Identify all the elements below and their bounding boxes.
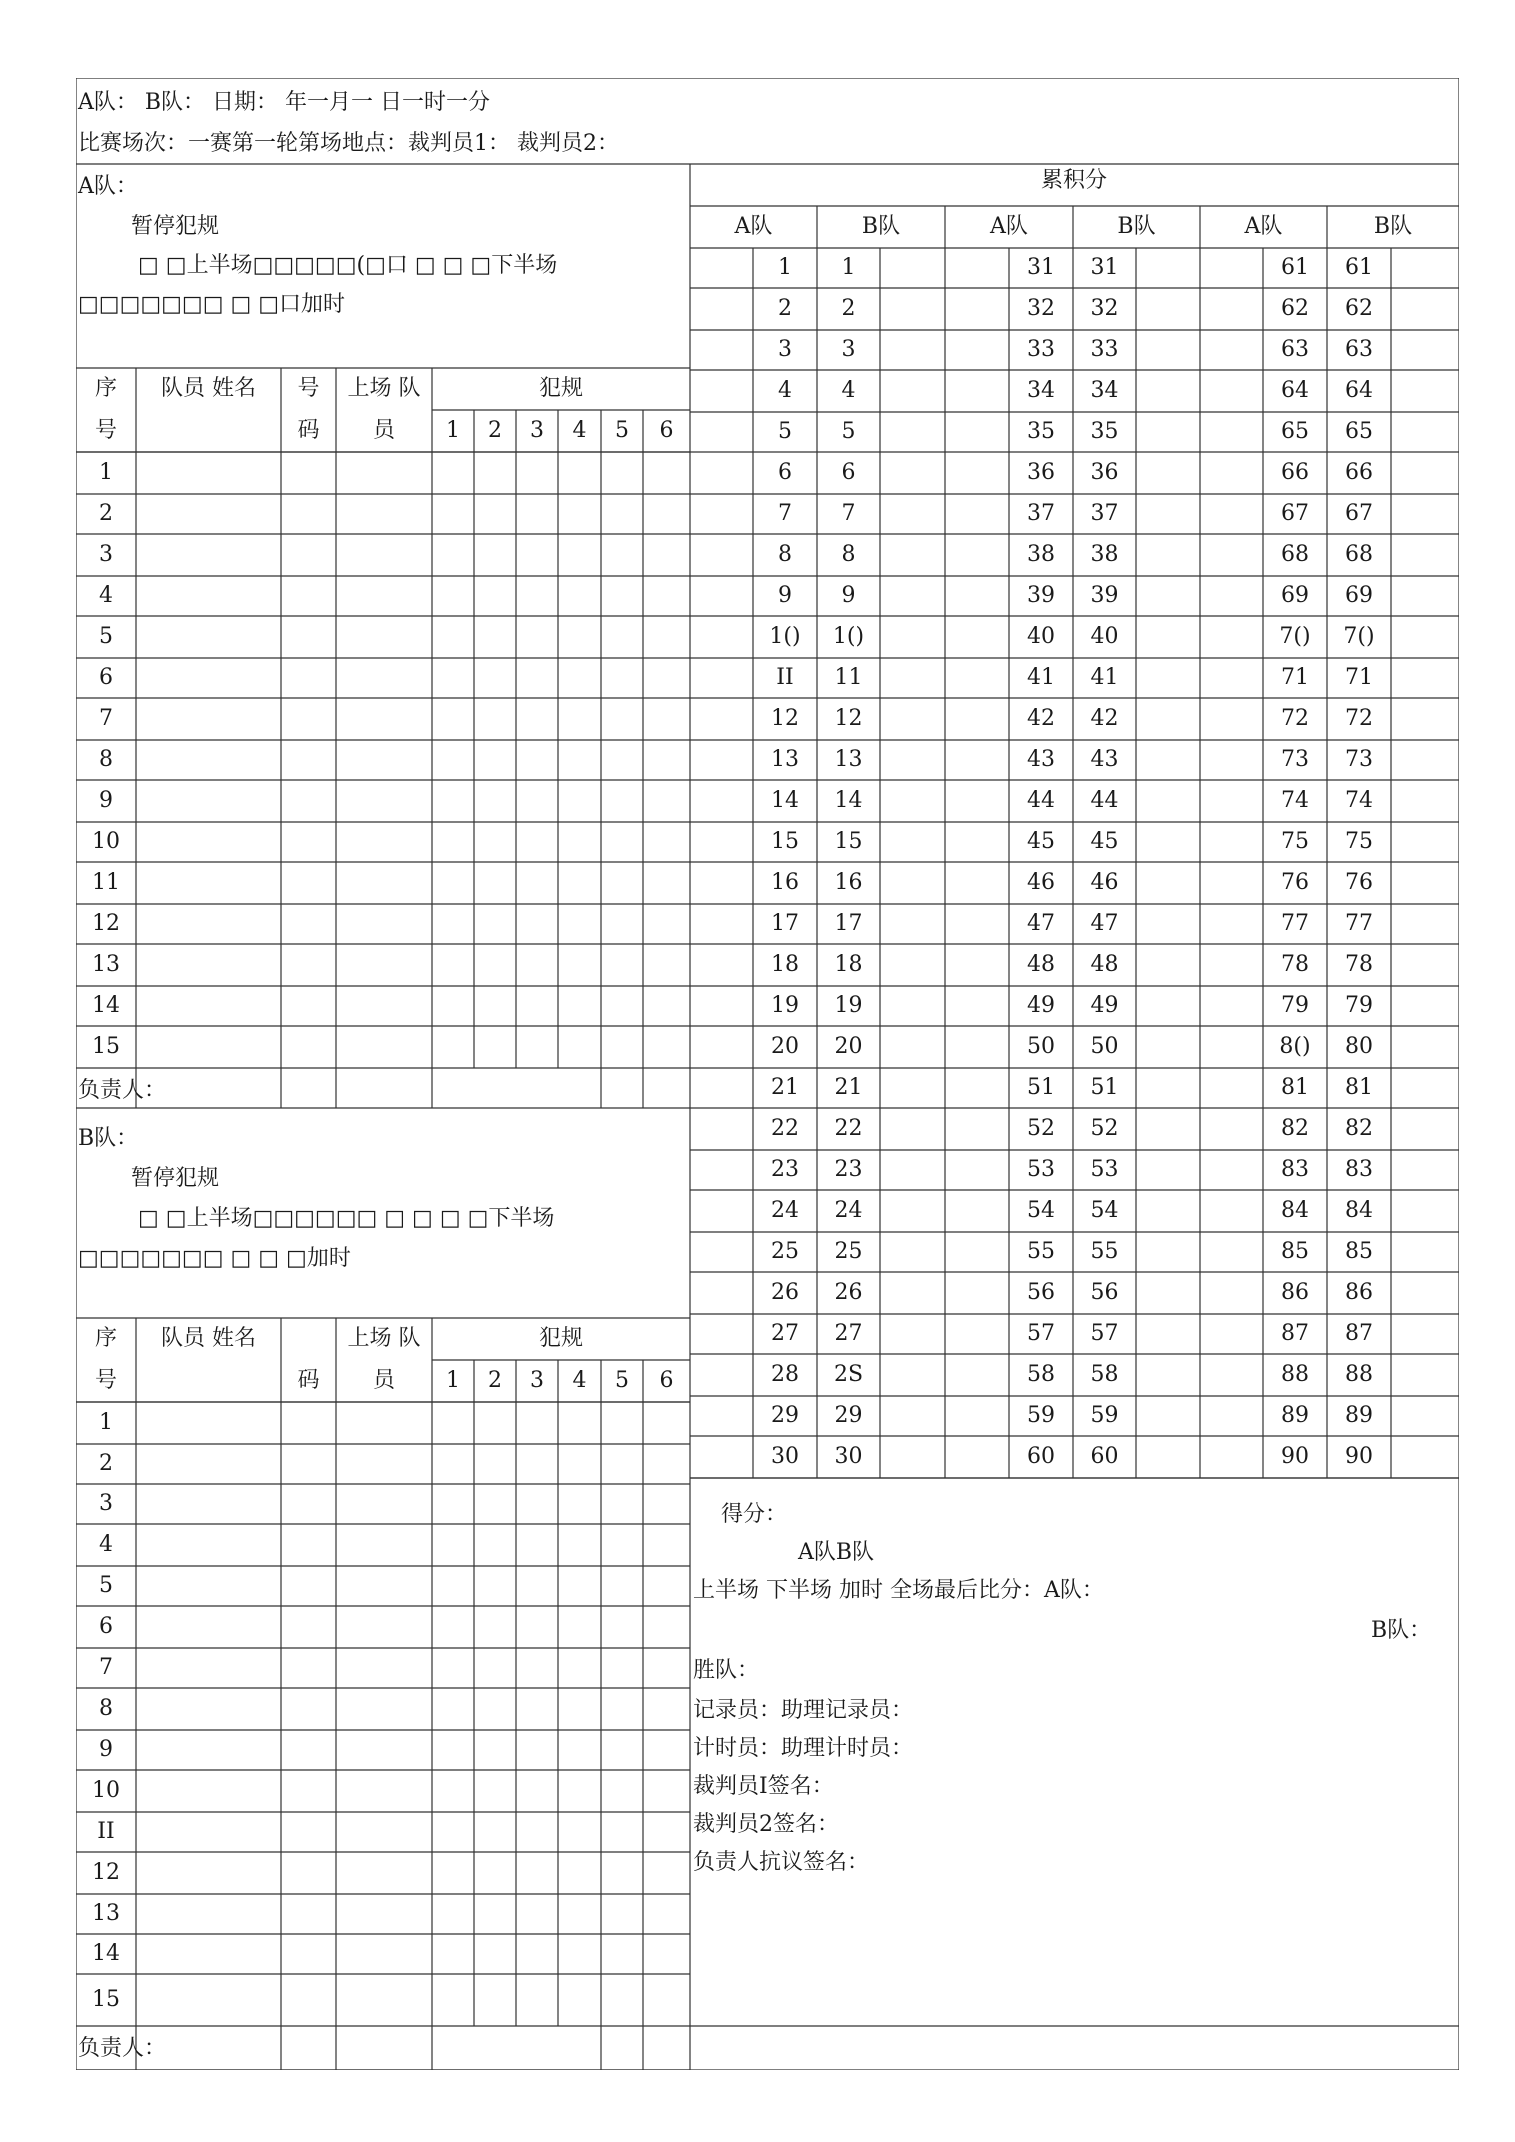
team-b-label: B队： xyxy=(78,1126,139,1151)
running-score-value: 14 xyxy=(834,788,863,813)
running-score-value: 56 xyxy=(1027,1280,1055,1305)
running-score-value: 90 xyxy=(1345,1444,1373,1469)
col-starter-header: 上场 队 xyxy=(347,376,421,401)
running-score-value: 49 xyxy=(1090,993,1119,1018)
running-score-value: 32 xyxy=(1027,296,1055,321)
running-score-value: 88 xyxy=(1281,1362,1309,1387)
table-row-number: 2 xyxy=(99,501,113,526)
running-score-value: 19 xyxy=(834,993,863,1018)
running-score-value: 27 xyxy=(834,1321,863,1346)
running-score-value: 79 xyxy=(1345,993,1373,1018)
running-score-value: 5 xyxy=(778,419,792,444)
running-score-value: 16 xyxy=(834,870,863,895)
table-row-number: 12 xyxy=(92,1860,120,1885)
running-score-value: 39 xyxy=(1090,583,1119,608)
running-score-value: 25 xyxy=(771,1239,799,1264)
running-score-value: 82 xyxy=(1281,1116,1309,1141)
running-score-value: 2 xyxy=(778,296,792,321)
running-score-value: 48 xyxy=(1090,952,1119,977)
running-score-value: 59 xyxy=(1090,1403,1119,1428)
running-score-value: 60 xyxy=(1090,1444,1119,1469)
running-score-value: 84 xyxy=(1281,1198,1309,1223)
protest-sign-label: 负责人抗议签名： xyxy=(693,1850,870,1875)
running-score-value: 47 xyxy=(1090,911,1119,936)
table-row-number: 3 xyxy=(99,542,113,567)
running-score-value: 30 xyxy=(771,1444,799,1469)
running-score-value: 11 xyxy=(834,665,863,690)
col-seq-header: 序 xyxy=(94,1326,117,1351)
running-score-value: 8() xyxy=(1279,1034,1311,1059)
running-score-value: 19 xyxy=(771,993,799,1018)
running-score-value: 31 xyxy=(1090,255,1119,280)
foul-number: 1 xyxy=(446,1368,460,1393)
table-row-number: 1 xyxy=(99,1410,113,1435)
running-score-value: 81 xyxy=(1281,1075,1309,1100)
col-fouls-header: 犯规 xyxy=(538,1326,583,1351)
running-score-value: 9 xyxy=(778,583,792,608)
running-score-value: 24 xyxy=(771,1198,799,1223)
running-score-value: 53 xyxy=(1090,1157,1119,1182)
running-score-value: 90 xyxy=(1281,1444,1309,1469)
ref2-sign-label: 裁判员2签名： xyxy=(693,1812,839,1837)
header-line-2: 比赛场次：一赛第一轮第场地点：裁判员1： 裁判员2： xyxy=(78,131,619,156)
running-score-value: 82 xyxy=(1345,1116,1373,1141)
table-row-number: 8 xyxy=(99,747,113,772)
running-score-value: 86 xyxy=(1345,1280,1373,1305)
score-title: 得分： xyxy=(721,1502,788,1527)
running-score-value: 69 xyxy=(1281,583,1309,608)
running-score-header: A队 xyxy=(990,214,1028,239)
running-score-value: 54 xyxy=(1090,1198,1119,1223)
running-score-value: 58 xyxy=(1090,1362,1119,1387)
running-score-value: 72 xyxy=(1345,706,1373,731)
team-b-timeout-line1: □ □上半场□□□□□□ □ □ □ □下半场 xyxy=(138,1206,555,1231)
running-score-value: 5 xyxy=(841,419,856,444)
team-b-timeout-title: 暂停犯规 xyxy=(131,1166,220,1191)
running-score-value: 46 xyxy=(1090,870,1119,895)
running-score-value: 42 xyxy=(1090,706,1119,731)
running-score-value: 33 xyxy=(1090,337,1119,362)
running-score-value: 40 xyxy=(1027,624,1055,649)
col-starter-header: 上场 队 xyxy=(347,1326,421,1351)
running-score-value: 36 xyxy=(1090,460,1119,485)
running-score-value: 37 xyxy=(1027,501,1055,526)
running-score-value: 14 xyxy=(771,788,799,813)
table-row-number: 2 xyxy=(99,1451,113,1476)
running-score-value: 61 xyxy=(1281,255,1309,280)
running-score-value: 1() xyxy=(769,624,801,649)
timer-label: 计时员：助理计时员： xyxy=(693,1736,914,1761)
running-score-value: 67 xyxy=(1281,501,1309,526)
running-score-value: 23 xyxy=(771,1157,799,1182)
col-seq-header: 号 xyxy=(94,418,117,443)
col-starter-header: 员 xyxy=(372,418,395,443)
running-score-value: 25 xyxy=(834,1239,863,1264)
foul-number: 2 xyxy=(488,418,502,443)
foul-number: 5 xyxy=(615,418,629,443)
running-score-value: 34 xyxy=(1027,378,1055,403)
running-score-value: 51 xyxy=(1090,1075,1119,1100)
running-score-value: 2S xyxy=(833,1362,864,1387)
running-score-value: 8 xyxy=(778,542,792,567)
foul-number: 1 xyxy=(446,418,460,443)
running-score-value: 13 xyxy=(771,747,799,772)
table-row-number: 6 xyxy=(99,1614,113,1639)
running-score-value: 66 xyxy=(1345,460,1373,485)
table-row-number: 10 xyxy=(92,1778,120,1803)
running-score-value: 30 xyxy=(834,1444,863,1469)
table-row-number: 5 xyxy=(99,1573,113,1598)
running-score-value: 43 xyxy=(1027,747,1055,772)
running-score-value: 85 xyxy=(1281,1239,1309,1264)
table-row-number: 14 xyxy=(92,993,120,1018)
running-score-value: 57 xyxy=(1090,1321,1119,1346)
running-score-value: 78 xyxy=(1281,952,1309,977)
running-score-value: 50 xyxy=(1090,1034,1119,1059)
running-score-value: 35 xyxy=(1027,419,1055,444)
running-score-value: 2 xyxy=(841,296,856,321)
running-score-value: 87 xyxy=(1345,1321,1373,1346)
winner-label: 胜队： xyxy=(693,1658,760,1683)
table-row-number: 13 xyxy=(92,952,120,977)
running-score-value: 80 xyxy=(1345,1034,1373,1059)
running-score-value: 81 xyxy=(1345,1075,1373,1100)
running-score-value: 68 xyxy=(1345,542,1373,567)
running-score-value: 59 xyxy=(1027,1403,1055,1428)
running-score-value: 28 xyxy=(771,1362,799,1387)
running-score-value: 58 xyxy=(1027,1362,1055,1387)
running-score-value: 8 xyxy=(841,542,856,567)
running-score-header: B队 xyxy=(1117,214,1156,239)
running-score-value: 18 xyxy=(834,952,863,977)
running-score-value: 71 xyxy=(1281,665,1309,690)
score-b-team: B队： xyxy=(1371,1618,1432,1643)
running-score-value: 84 xyxy=(1345,1198,1373,1223)
team-b-timeout-line2: □□□□□□□ □ □ □加时 xyxy=(78,1246,351,1271)
running-score-value: 21 xyxy=(771,1075,799,1100)
running-score-value: 76 xyxy=(1281,870,1309,895)
running-score-value: 20 xyxy=(771,1034,799,1059)
running-score-value: 44 xyxy=(1090,788,1119,813)
table-row-number: 7 xyxy=(99,706,113,731)
table-row-number: II xyxy=(97,1819,115,1844)
running-score-value: 51 xyxy=(1027,1075,1055,1100)
leader-label: 负责人： xyxy=(78,2036,167,2061)
running-score-value: 45 xyxy=(1090,829,1119,854)
col-number-header: 码 xyxy=(297,1368,320,1393)
running-score-value: 74 xyxy=(1345,788,1373,813)
running-score-value: 17 xyxy=(834,911,863,936)
running-score-value: II xyxy=(776,665,794,690)
running-score-value: 55 xyxy=(1090,1239,1119,1264)
running-score-value: 69 xyxy=(1345,583,1373,608)
running-score-value: 32 xyxy=(1090,296,1119,321)
running-score-value: 1() xyxy=(832,624,865,649)
running-score-value: 53 xyxy=(1027,1157,1055,1182)
running-score-value: 22 xyxy=(834,1116,863,1141)
running-score-value: 55 xyxy=(1027,1239,1055,1264)
table-row-number: 10 xyxy=(92,829,120,854)
running-score-value: 43 xyxy=(1090,747,1119,772)
running-score-value: 62 xyxy=(1345,296,1373,321)
table-row-number: 4 xyxy=(99,583,113,608)
running-score-value: 35 xyxy=(1090,419,1119,444)
running-score-value: 18 xyxy=(771,952,799,977)
col-number-header: 码 xyxy=(297,418,320,443)
table-row-number: 14 xyxy=(92,1941,120,1966)
running-score-value: 13 xyxy=(834,747,863,772)
score-periods: 上半场 下半场 加时 全场最后比分：A队： xyxy=(693,1578,1104,1603)
running-score-value: 57 xyxy=(1027,1321,1055,1346)
running-score-value: 65 xyxy=(1281,419,1309,444)
col-name-header: 队员 姓名 xyxy=(161,1326,256,1351)
running-score-value: 78 xyxy=(1345,952,1373,977)
table-row-number: 3 xyxy=(99,1491,113,1516)
running-score-value: 22 xyxy=(771,1116,799,1141)
team-a-timeout-line2: □□□□□□□ □ □口加时 xyxy=(78,292,346,317)
running-score-header: A队 xyxy=(734,214,773,239)
running-score-value: 56 xyxy=(1090,1280,1119,1305)
col-name-header: 队员 姓名 xyxy=(161,376,256,401)
running-score-value: 20 xyxy=(834,1034,863,1059)
foul-number: 5 xyxy=(615,1368,629,1393)
running-score-value: 44 xyxy=(1027,788,1055,813)
running-score-value: 16 xyxy=(771,870,799,895)
running-score-value: 89 xyxy=(1281,1403,1309,1428)
score-teams: A队B队 xyxy=(798,1540,875,1565)
running-score-title: 累积分 xyxy=(1040,168,1107,193)
running-score-value: 23 xyxy=(834,1157,863,1182)
running-score-value: 1 xyxy=(841,255,856,280)
running-score-value: 75 xyxy=(1281,829,1309,854)
table-row-number: 4 xyxy=(99,1532,113,1557)
running-score-value: 33 xyxy=(1027,337,1055,362)
running-score-value: 86 xyxy=(1281,1280,1309,1305)
running-score-value: 39 xyxy=(1027,583,1055,608)
foul-number: 4 xyxy=(572,418,587,443)
col-fouls-header: 犯规 xyxy=(538,376,583,401)
running-score-value: 85 xyxy=(1345,1239,1373,1264)
team-a-timeout-line1: □ □上半场□□□□□(□口 □ □ □下半场 xyxy=(138,253,558,278)
running-score-value: 61 xyxy=(1345,255,1373,280)
header-line-1: A队： B队： 日期： 年一月一 日一时一分 xyxy=(78,90,491,115)
table-row-number: 9 xyxy=(99,788,113,813)
foul-number: 6 xyxy=(659,418,674,443)
running-score-value: 31 xyxy=(1027,255,1055,280)
running-score-value: 9 xyxy=(841,583,856,608)
ref1-sign-label: 裁判员I签名： xyxy=(693,1774,834,1799)
team-a-timeout-title: 暂停犯规 xyxy=(131,214,220,239)
running-score-value: 83 xyxy=(1281,1157,1309,1182)
running-score-value: 64 xyxy=(1281,378,1309,403)
running-score-value: 17 xyxy=(771,911,799,936)
team-a-label: A队： xyxy=(78,174,138,199)
table-row-number: 7 xyxy=(99,1655,113,1680)
running-score-value: 73 xyxy=(1281,747,1309,772)
running-score-value: 72 xyxy=(1281,706,1309,731)
foul-number: 4 xyxy=(572,1368,587,1393)
running-score-value: 54 xyxy=(1027,1198,1055,1223)
table-row-number: 5 xyxy=(99,624,113,649)
running-score-value: 74 xyxy=(1281,788,1309,813)
col-seq-header: 号 xyxy=(94,1368,117,1393)
running-score-value: 62 xyxy=(1281,296,1309,321)
running-score-value: 63 xyxy=(1281,337,1309,362)
running-score-value: 65 xyxy=(1345,419,1373,444)
table-row-number: 15 xyxy=(92,1987,120,2012)
running-score-value: 38 xyxy=(1027,542,1055,567)
running-score-value: 40 xyxy=(1090,624,1119,649)
running-score-header: A队 xyxy=(1244,214,1283,239)
running-score-value: 52 xyxy=(1090,1116,1119,1141)
table-row-number: 11 xyxy=(92,870,120,895)
leader-label: 负责人： xyxy=(78,1078,167,1103)
running-score-value: 21 xyxy=(834,1075,863,1100)
running-score-value: 34 xyxy=(1090,378,1119,403)
running-score-value: 12 xyxy=(834,706,863,731)
running-score-value: 83 xyxy=(1345,1157,1373,1182)
running-score-value: 15 xyxy=(834,829,863,854)
running-score-value: 41 xyxy=(1027,665,1055,690)
foul-number: 3 xyxy=(530,1368,544,1393)
running-score-value: 6 xyxy=(841,460,856,485)
running-score-value: 77 xyxy=(1281,911,1309,936)
running-score-value: 47 xyxy=(1027,911,1055,936)
running-score-value: 3 xyxy=(778,337,792,362)
running-score-header: B队 xyxy=(861,214,901,239)
running-score-value: 52 xyxy=(1027,1116,1055,1141)
running-score-value: 79 xyxy=(1281,993,1309,1018)
running-score-value: 24 xyxy=(834,1198,863,1223)
running-score-value: 49 xyxy=(1027,993,1055,1018)
running-score-header: B队 xyxy=(1373,214,1413,239)
running-score-value: 48 xyxy=(1027,952,1055,977)
table-row-number: 15 xyxy=(92,1034,120,1059)
running-score-value: 15 xyxy=(771,829,799,854)
running-score-value: 27 xyxy=(771,1321,799,1346)
running-score-value: 7() xyxy=(1343,624,1375,649)
running-score-value: 1 xyxy=(778,255,792,280)
table-row-number: 6 xyxy=(99,665,113,690)
running-score-value: 76 xyxy=(1345,870,1373,895)
table-row-number: 9 xyxy=(99,1737,113,1762)
running-score-value: 26 xyxy=(834,1280,863,1305)
col-number-header: 号 xyxy=(297,376,320,401)
recorder-label: 记录员：助理记录员： xyxy=(693,1698,914,1723)
running-score-value: 63 xyxy=(1345,337,1373,362)
foul-number: 6 xyxy=(659,1368,674,1393)
running-score-value: 50 xyxy=(1027,1034,1055,1059)
running-score-value: 37 xyxy=(1090,501,1119,526)
running-score-value: 64 xyxy=(1345,378,1373,403)
table-row-number: 13 xyxy=(92,1901,120,1926)
running-score-value: 4 xyxy=(778,378,792,403)
running-score-value: 42 xyxy=(1027,706,1055,731)
running-score-value: 89 xyxy=(1345,1403,1373,1428)
col-seq-header: 序 xyxy=(94,376,117,401)
running-score-value: 45 xyxy=(1027,829,1055,854)
running-score-value: 73 xyxy=(1345,747,1373,772)
running-score-value: 7 xyxy=(841,501,856,526)
running-score-value: 87 xyxy=(1281,1321,1309,1346)
table-row-number: 8 xyxy=(99,1696,113,1721)
running-score-value: 38 xyxy=(1090,542,1119,567)
score-sheet xyxy=(76,78,1459,2070)
foul-number: 3 xyxy=(530,418,544,443)
running-score-value: 60 xyxy=(1027,1444,1055,1469)
running-score-value: 46 xyxy=(1027,870,1055,895)
running-score-value: 29 xyxy=(834,1403,863,1428)
running-score-value: 7() xyxy=(1279,624,1311,649)
running-score-value: 67 xyxy=(1345,501,1373,526)
col-starter-header: 员 xyxy=(372,1368,395,1393)
table-row-number: 12 xyxy=(92,911,120,936)
running-score-value: 41 xyxy=(1090,665,1119,690)
running-score-value: 4 xyxy=(841,378,856,403)
table-row-number: 1 xyxy=(99,460,113,485)
running-score-value: 68 xyxy=(1281,542,1309,567)
running-score-value: 88 xyxy=(1345,1362,1373,1387)
running-score-value: 3 xyxy=(841,337,856,362)
running-score-value: 77 xyxy=(1345,911,1373,936)
running-score-value: 36 xyxy=(1027,460,1055,485)
running-score-value: 29 xyxy=(771,1403,799,1428)
running-score-value: 75 xyxy=(1345,829,1373,854)
running-score-value: 66 xyxy=(1281,460,1309,485)
foul-number: 2 xyxy=(488,1368,502,1393)
running-score-value: 7 xyxy=(778,501,792,526)
running-score-value: 12 xyxy=(771,706,799,731)
running-score-value: 6 xyxy=(778,460,792,485)
running-score-value: 71 xyxy=(1345,665,1373,690)
running-score-value: 26 xyxy=(771,1280,799,1305)
